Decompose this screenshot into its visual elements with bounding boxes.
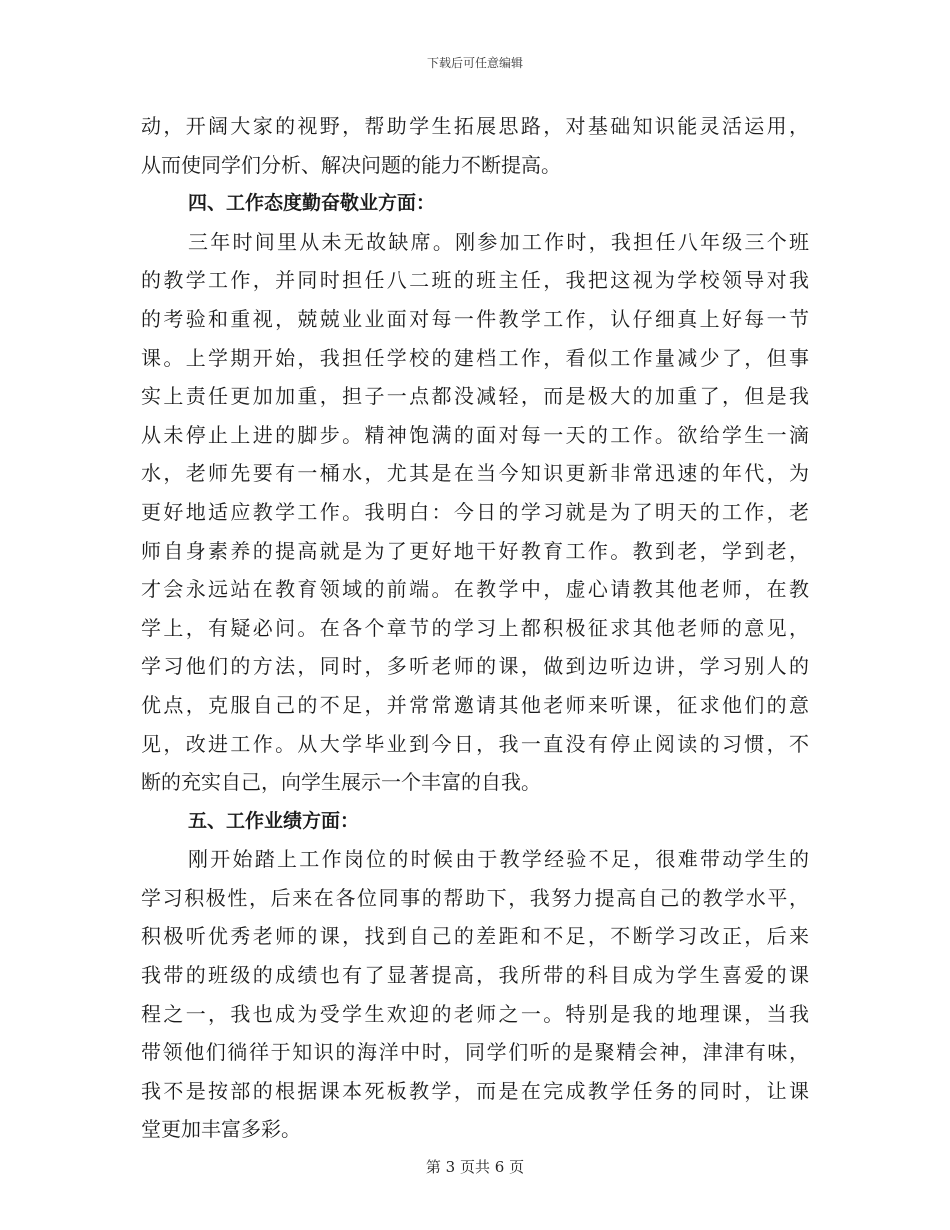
- text-line: 堂更加丰富多彩。: [141, 1117, 301, 1142]
- text-line: 断的充实自己，向学生展示一个丰富的自我。: [141, 770, 541, 795]
- section-heading-five: 五、工作业绩方面：: [188, 809, 360, 832]
- text-line: 三年时间里从未无故缺席。刚参加工作时，我担任八年级三个班: [188, 229, 809, 254]
- text-line: 刚开始踏上工作岗位的时候由于教学经验不足，很难带动学生的: [188, 847, 809, 872]
- text-line: 学习他们的方法，同时，多听老师的课，做到边听边讲，学习别人的: [141, 654, 809, 679]
- paragraph-section-five: [141, 840, 809, 1149]
- text-line: 课。上学期开始，我担任学校的建档工作，看似工作量减少了，但事: [141, 345, 809, 370]
- document-body: [141, 107, 809, 1149]
- section-heading-four: 四、工作态度勤奋敬业方面：: [188, 192, 436, 215]
- text-line: 学习积极性，后来在各位同事的帮助下，我努力提高自己的教学水平，: [141, 885, 809, 910]
- page-header: 下载后可任意编辑: [426, 56, 523, 70]
- text-line: 学上，有疑必问。在各个章节的学习上都积极征求其他老师的意见，: [141, 615, 809, 640]
- text-line: 实上责任更加加重，担子一点都没减轻，而是极大的加重了，但是我: [141, 384, 809, 409]
- text-line: 更好地适应教学工作。我明白：今日的学习就是为了明天的工作，老: [141, 499, 809, 524]
- text-line: 带领他们徜徉于知识的海洋中时，同学们听的是聚精会神，津津有味，: [141, 1040, 809, 1065]
- text-line: 我不是按部的根据课本死板教学，而是在完成教学任务的同时，让课: [141, 1078, 809, 1103]
- text-line: 程之一，我也成为受学生欢迎的老师之一。特别是我的地理课，当我: [141, 1001, 809, 1026]
- text-line: 师自身素养的提高就是为了更好地干好教育工作。教到老，学到老，: [141, 538, 809, 563]
- text-line: 从而使同学们分析、解决问题的能力不断提高。: [141, 152, 561, 177]
- text-line: 的教学工作，并同时担任八二班的班主任，我把这视为学校领导对我: [141, 268, 809, 293]
- text-line: 水，老师先要有一桶水，尤其是在当今知识更新非常迅速的年代，为: [141, 461, 809, 486]
- text-line: 才会永远站在教育领域的前端。在教学中，虚心请教其他老师，在教: [141, 577, 809, 602]
- paragraph-section-four: [141, 223, 809, 802]
- text-line: 动，开阔大家的视野，帮助学生拓展思路，对基础知识能灵活运用，: [141, 114, 809, 138]
- page-footer: 第 3 页共 6 页: [425, 1158, 525, 1176]
- text-line: 优点，克服自己的不足，并常常邀请其他老师来听课，征求他们的意: [141, 692, 809, 717]
- text-line: 的考验和重视，兢兢业业面对每一件教学工作，认仔细真上好每一节: [141, 306, 809, 331]
- text-line: 积极听优秀老师的课，找到自己的差距和不足，不断学习改正，后来: [141, 924, 809, 949]
- text-line: 从未停止上进的脚步。精神饱满的面对每一天的工作。欲给学生一滴: [141, 422, 809, 447]
- paragraph-intro: [141, 107, 809, 184]
- text-line: 见，改进工作。从大学毕业到今日，我一直没有停止阅读的习惯，不: [141, 731, 809, 756]
- text-line: 我带的班级的成绩也有了显著提高，我所带的科目成为学生喜爱的课: [141, 963, 809, 988]
